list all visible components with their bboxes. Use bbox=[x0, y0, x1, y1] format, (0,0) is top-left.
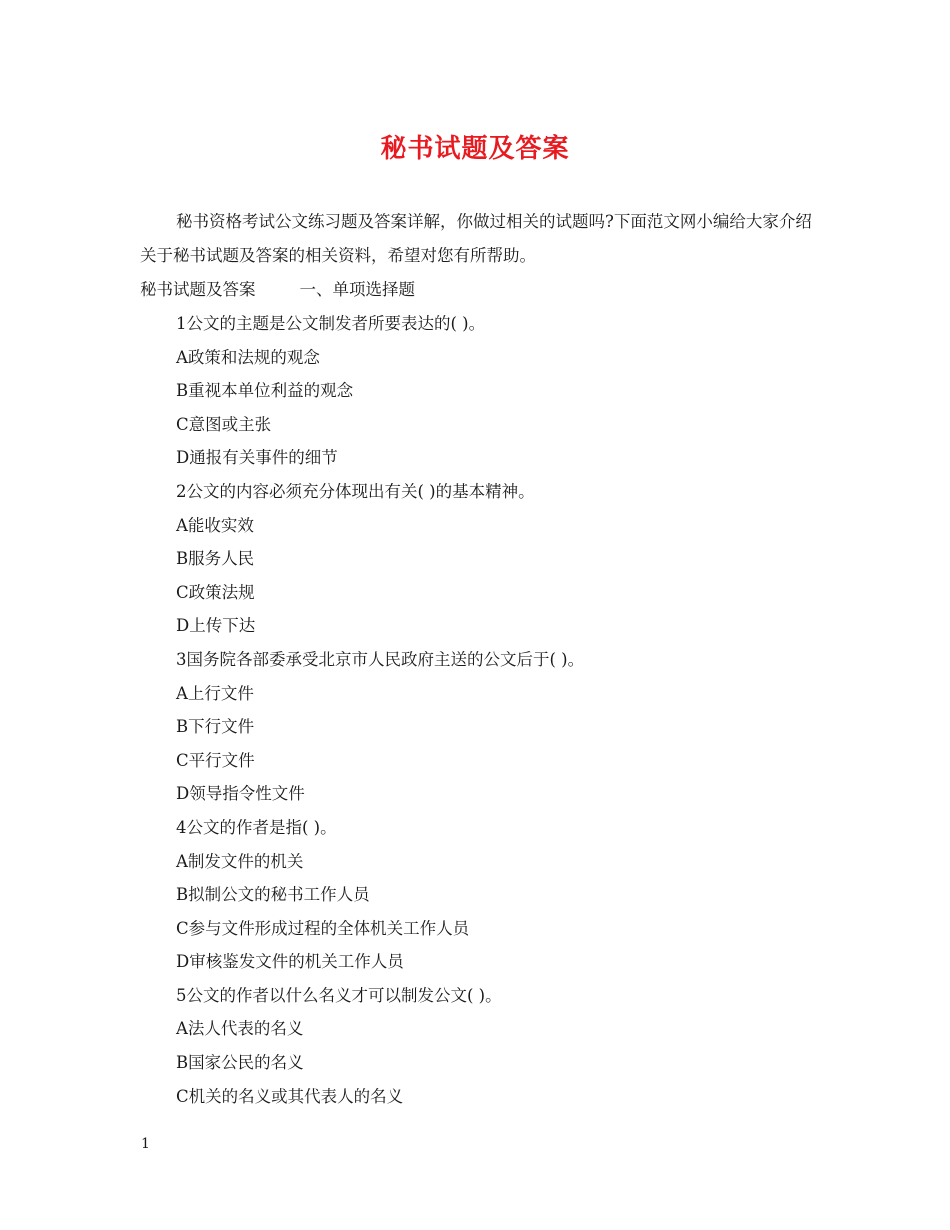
option-line: A政策和法规的观念 bbox=[176, 347, 320, 367]
page-number: 1 bbox=[141, 1136, 150, 1152]
question-line: 4公文的作者是指( )。 bbox=[176, 817, 337, 837]
option-line: B拟制公文的秘书工作人员 bbox=[176, 885, 370, 905]
question-line: 2公文的内容必须充分体现出有关( )的基本精神。 bbox=[176, 481, 535, 501]
option-line: A法人代表的名义 bbox=[176, 1019, 304, 1039]
intro-paragraph: 秘书资格考试公文练习题及答案详解，你做过相关的试题吗?下面范文网小编给大家介绍关于秘书试题及答案的相关资料，希望对您有所帮助。 bbox=[140, 212, 812, 265]
option-line: B下行文件 bbox=[176, 717, 255, 737]
option-line: A上行文件 bbox=[176, 683, 254, 703]
question-line: 1公文的主题是公文制发者所要表达的( )。 bbox=[176, 314, 486, 333]
document-body bbox=[140, 205, 820, 1113]
option-line: D上传下达 bbox=[176, 616, 256, 636]
question-line: 5公文的作者以什么名义才可以制发公文( )。 bbox=[176, 985, 502, 1005]
option-line: D通报有关事件的细节 bbox=[176, 448, 338, 468]
option-line: C平行文件 bbox=[176, 750, 255, 770]
question-list bbox=[140, 307, 820, 1113]
option-line: C政策法规 bbox=[176, 582, 255, 602]
document-title: 秘书试题及答案 bbox=[380, 134, 570, 164]
section-label: 秘书试题及答案 bbox=[140, 280, 256, 299]
option-line: D审核鉴发文件的机关工作人员 bbox=[176, 952, 404, 972]
option-line: C机关的名义或其代表人的名义 bbox=[176, 1086, 404, 1106]
option-line: B重视本单位利益的观念 bbox=[176, 381, 354, 401]
question-line: 3国务院各部委承受北京市人民政府主送的公文后于( )。 bbox=[176, 649, 585, 669]
option-line: C参与文件形成过程的全体机关工作人员 bbox=[176, 918, 470, 938]
option-line: B服务人民 bbox=[176, 549, 255, 569]
section-line bbox=[140, 273, 820, 307]
option-line: C意图或主张 bbox=[176, 414, 272, 434]
option-line: A能收实效 bbox=[176, 515, 254, 535]
option-line: D领导指令性文件 bbox=[176, 784, 305, 804]
option-line: A制发文件的机关 bbox=[176, 851, 304, 871]
option-line: B国家公民的名义 bbox=[176, 1053, 304, 1073]
section-heading: 一、单项选择题 bbox=[299, 280, 415, 299]
